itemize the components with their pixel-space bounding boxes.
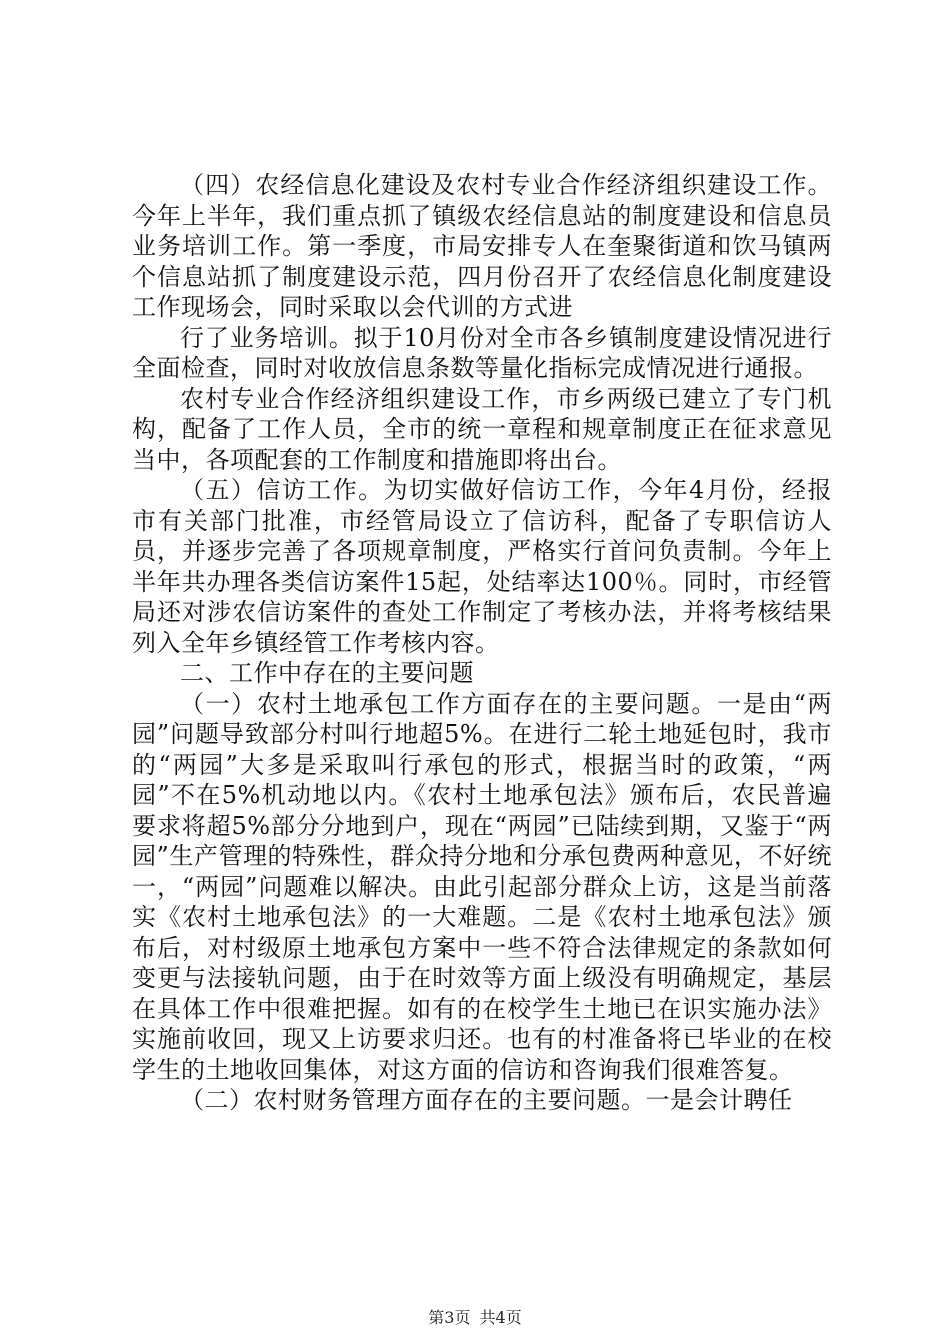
page-footer <box>0 1305 950 1328</box>
page-number: 第3页 <box>428 1308 471 1327</box>
paragraph-finance: （二）农村财务管理方面存在的主要问题。一是会计聘任 <box>180 1086 793 1114</box>
paragraph-land-contract: （一）农村土地承包工作方面存在的主要问题。一是由“两园”问题导致部分村叫行地超5%。在进行二轮土地延包时，我市的“两园”大多是采取叫行承包的形式，根据当时的政策，“两园”不在5%机动地以内。《农村土地承包法》颁布后，农民普遍要求将超5%部分分地到户，现在“两园”已陆续到期，又鉴于“两园”生产管理的特殊性，群众持分地和分承包费两种意见，不好统一，“两园”问题难以解决。由此引起部分群众上访，这是当前落实《农村土地承包法》的一大难题。二是《农村土地承包法》颁布后，对村级原土地承包方案中一些不符合法律规定的条款如何变更与法接轨问题，由于在时效等方面上级没有明确规定，基层在具体工作中很难把握。如有的在校学生土地已在识实施办法》实施前收回，现又上访要求归还。也有的村准备将已毕业的在校学生的土地收回集体，对这方面的信访和咨询我们很难答复。 <box>132 689 832 1084</box>
document-body <box>132 170 832 1116</box>
paragraph-training: 行了业务培训。拟于10月份对全市各乡镇制度建设情况进行全面检查，同时对收放信息条数等量化指标完成情况进行通报。 <box>132 323 832 382</box>
paragraph-petition: （五）信访工作。为切实做好信访工作，今年4月份，经报市有关部门批准，市经管局设立了信访科，配备了专职信访人员，并逐步完善了各项规章制度，严格实行首问负责制。今年上半年共办理各类信访案件15起，处结率达100％。同时，市经管局还对涉农信访案件的查处工作制定了考核办法，并将考核结果列入全年乡镇经管工作考核内容。 <box>132 476 832 657</box>
page-total: 共4页 <box>479 1308 522 1327</box>
paragraph-info-construction: （四）农经信息化建设及农村专业合作经济组织建设工作。今年上半年，我们重点抓了镇级农经信息站的制度建设和信息员业务培训工作。第一季度，市局安排专人在奎聚街道和饮马镇两个信息站抓了制度建设示范，四月份召开了农经信息化制度建设工作现场会，同时采取以会代训的方式进 <box>132 171 832 321</box>
paragraph-cooperative: 农村专业合作经济组织建设工作，市乡两级已建立了专门机构，配备了工作人员，全市的统一章程和规章制度正在征求意见当中，各项配套的工作制度和措施即将出台。 <box>132 384 832 474</box>
section-heading-problems: 二、工作中存在的主要问题 <box>180 659 474 687</box>
